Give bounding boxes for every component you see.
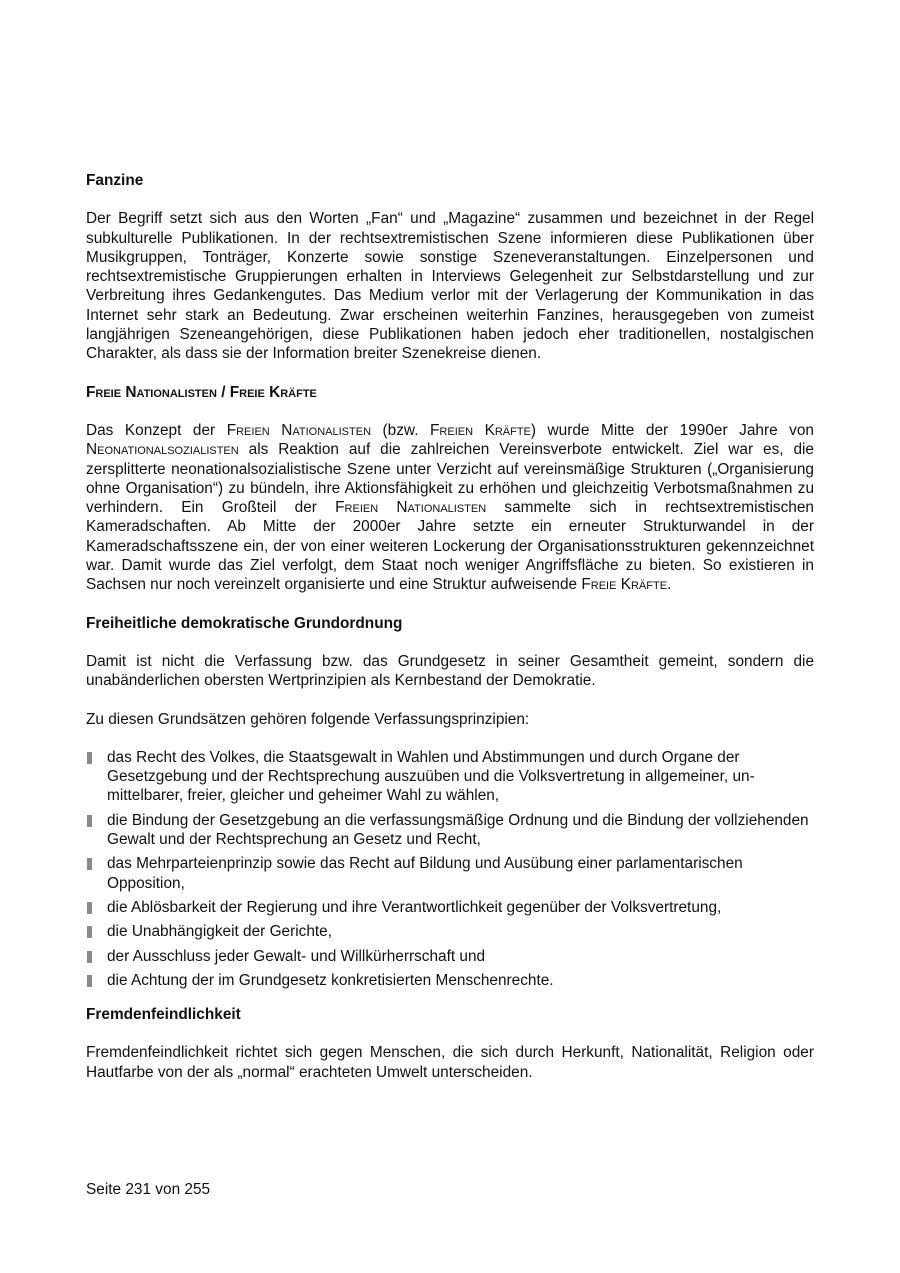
bullet-icon: [87, 858, 92, 870]
document-page: [86, 171, 814, 1082]
page-number: Seite 231 von 255: [86, 1181, 211, 1198]
list-item: die Unabhängigkeit der Gerichte,: [86, 922, 814, 941]
paragraph-fdgo-principles: Zu diesen Grundsätzen gehören folgende Verfassungsprinzipien:: [86, 710, 530, 728]
bullet-icon: [87, 951, 92, 963]
bullet-icon: [87, 902, 92, 914]
heading-fanzine: Fanzine: [86, 172, 144, 189]
bullet-icon: [87, 752, 92, 764]
paragraph-fanzine: Der Begriff setzt sich aus den Worten „Fan“ und „Magazine“ zusammen und bezeichnet in der Regel subkulturelle Publikationen. In der rechtsextremistischen Szene informieren diese Publikationen über Musikgruppen, Tonträger, Konzerte sowie sonstige Szeneveranstaltungen. Einzelpersonen und rechtsextremistische Gruppierungen erhalten in Interviews Gelegenheit zur Selbstdarstellung und zur Verbreitung ihres Gedankengutes. Das Medium verlor mit der Verlagerung der Kommunikation in das Internet sehr stark an Bedeutung. Zwar erscheinen weiterhin Fanzines, herausgegeben von zumeist langjährigen Szeneangehörigen, diese Publikationen haben jedoch eher traditionellen, nostalgischen Charakter, als dass sie der Information breiter Szenekreise dienen.: [86, 210, 814, 363]
paragraph-fremdenfeindlichkeit: Fremdenfeindlichkeit richtet sich gegen Menschen, die sich durch Herkunft, Nationalität, Religion oder Hautfarbe von der als „normal“ erachteten Umwelt unterscheiden.: [86, 1044, 814, 1081]
list-item: die Bindung der Gesetzgebung an die verfassungsmäßige Ordnung und die Bindung der vollziehenden Gewalt und der Rechtsprechung an Gesetz und Recht,: [86, 811, 814, 850]
heading-fdgo: Freiheitliche demokratische Grundordnung: [86, 614, 403, 632]
list-item: der Ausschluss jeder Gewalt- und Willkürherrschaft und: [86, 947, 814, 966]
list-item: das Recht des Volkes, die Staatsgewalt in Wahlen und Abstimmungen und durch Organe der Gesetzgebung und der Rechtsprechung auszuüben und die Volksvertretung in allgemeiner, unmittelbarer, freier, gleicher und geheimer Wahl zu wählen,: [86, 748, 814, 806]
list-item: das Mehrparteienprinzip sowie das Recht auf Bildung und Ausübung einer parlamentarischen Opposition,: [86, 854, 814, 893]
principles-list: [86, 748, 814, 990]
list-item: die Ablösbarkeit der Regierung und ihre Verantwortlichkeit gegenüber der Volksvertretung,: [86, 898, 814, 917]
heading-fremdenfeindlichkeit: Fremdenfeindlichkeit: [86, 1006, 241, 1024]
list-item: die Achtung der im Grundgesetz konkretisierten Menschenrechte.: [86, 971, 814, 990]
paragraph-fdgo-intro: Damit ist nicht die Verfassung bzw. das Grundgesetz in seiner Gesamtheit gemeint, sondern die unabänderlichen obersten Wertprinzipien als Kernbestand der Demokratie.: [86, 652, 814, 690]
heading-freie-nationalisten: Freie Nationalisten / Freie Kräfte: [86, 383, 317, 401]
bullet-icon: [87, 975, 92, 987]
bullet-icon: [87, 926, 92, 938]
bullet-icon: [87, 815, 92, 827]
paragraph-freie-nationalisten: Das Konzept der Freien Nationalisten (bzw. Freien Kräfte) wurde Mitte der 1990er Jahre von Neonationalsozialisten als Reaktion auf die zahlreichen Vereinsverbote entwickelt. Ziel war es, die zersplitterte neonationalsozialistische Szene unter Verzicht auf vereinsmäßige Strukturen („Organisierung ohne Organisation“) zu bündeln, ihre Aktionsfähigkeit zu erhöhen und gleichzeitig Verbotsmaßnahmen zu verhindern. Ein Großteil der Freien Nationalisten sammelte sich in rechtsextremistischen Kameradschaften. Ab Mitte der 2000er Jahre setzte ein erneuter Strukturwandel in der Kameradschaftsszene ein, der von einer weiteren Lockerung der Organisationsstrukturen gekennzeichnet war. Damit wurde das Ziel verfolgt, dem Staat noch weniger Angriffsfläche zu bieten. So existieren in Sachsen nur noch vereinzelt organisierte und eine Struktur aufweisende Freie Kräfte.: [86, 421, 814, 594]
